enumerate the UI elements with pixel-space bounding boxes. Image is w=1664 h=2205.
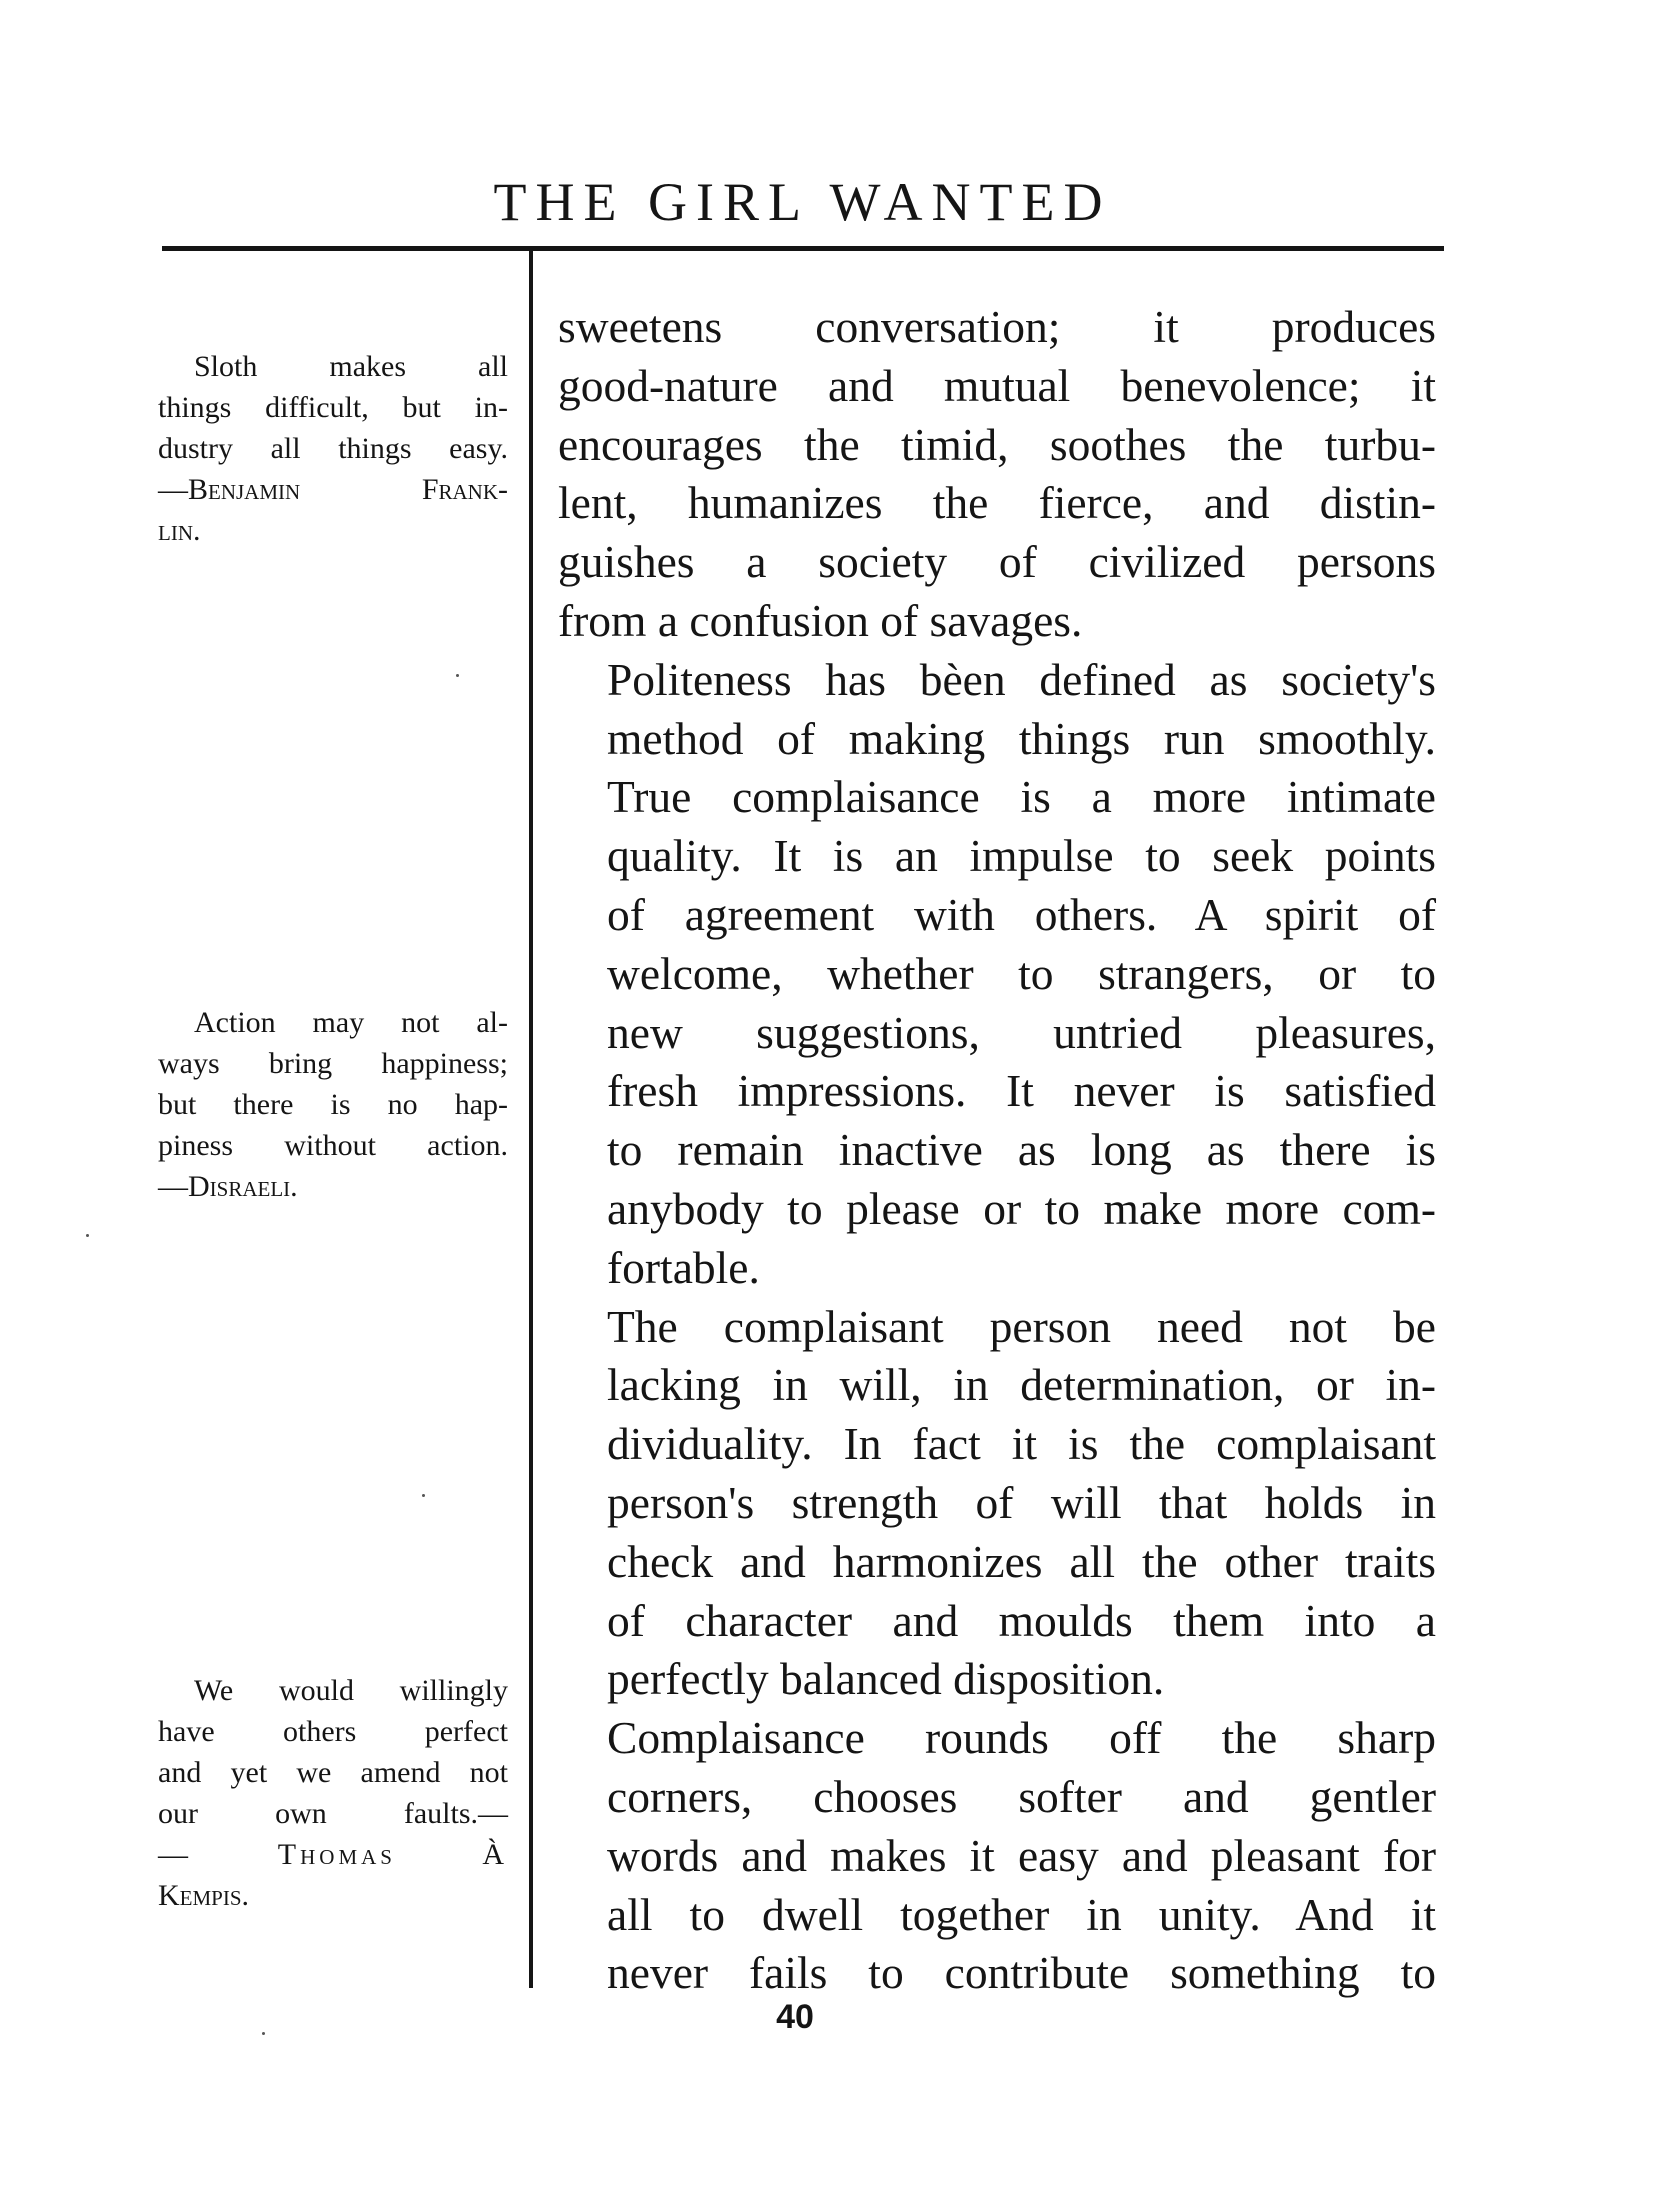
text-line: of agreement with others. A spirit of xyxy=(607,888,1436,940)
sidenote-line: and yet we amend not xyxy=(158,1756,508,1789)
text-line: all to dwell together in unity. And it xyxy=(607,1888,1436,1940)
text-line: True complaisance is a more intimate xyxy=(607,771,1436,823)
text-line: The complaisant person need not be xyxy=(607,1300,1436,1352)
text-line: to remain inactive as long as there is xyxy=(607,1124,1436,1176)
sidenote-line: but there is no hap- xyxy=(158,1088,508,1121)
text-line: never fails to contribute something to xyxy=(607,1947,1436,1999)
scan-speck xyxy=(422,1494,425,1497)
text-line: sweetens conversation; it produces xyxy=(558,301,1436,352)
text-line: encourages the timid, soothes the turbu- xyxy=(558,418,1436,470)
sidenote-line: things difficult, but in- xyxy=(158,391,508,424)
paragraph-continued xyxy=(558,298,1436,651)
sidenote-attribution: lin. xyxy=(158,514,201,547)
sidenote-line: dustry all things easy. xyxy=(158,432,508,465)
running-head: THE GIRL WANTED xyxy=(493,172,1112,232)
scan-speck xyxy=(262,2032,265,2035)
text-line: Complaisance rounds off the sharp xyxy=(607,1712,1436,1764)
sidenote-line: Sloth makes all xyxy=(194,350,508,383)
text-line: method of making things run smoothly. xyxy=(607,712,1436,764)
sidenote-attribution: — Thomas À xyxy=(158,1838,508,1871)
text-line: of character and moulds them into a xyxy=(607,1594,1436,1646)
text-line: dividuality. In fact it is the complaisant xyxy=(607,1418,1436,1470)
scan-speck xyxy=(456,674,459,677)
column-rule xyxy=(529,250,533,1988)
paragraph-complaisance xyxy=(558,1709,1436,2003)
text-line: good-nature and mutual benevolence; it xyxy=(558,359,1436,411)
sidenote-kempis xyxy=(158,1670,508,1916)
text-line: fortable. xyxy=(607,1241,760,1293)
text-line: welcome, whether to strangers, or to xyxy=(607,947,1436,999)
text-line: guishes a society of civilized persons xyxy=(558,536,1436,588)
header-rule xyxy=(162,246,1444,251)
sidenote-line: Action may not al- xyxy=(194,1006,508,1039)
text-line: lacking in will, in determination, or in- xyxy=(607,1359,1436,1411)
sidenote-line: ways bring happiness; xyxy=(158,1047,508,1080)
text-line: from a confusion of savages. xyxy=(558,594,1083,646)
text-line: words and makes it easy and pleasant for xyxy=(607,1829,1436,1881)
sidenote-attribution: Kempis. xyxy=(158,1879,250,1912)
paragraph-politeness xyxy=(558,651,1436,1298)
text-line: quality. It is an impulse to seek points xyxy=(607,830,1436,882)
scan-speck xyxy=(86,1234,89,1237)
sidenote-line: have others perfect xyxy=(158,1715,508,1748)
main-text xyxy=(558,298,1436,2003)
sidenote-attribution: —Disraeli. xyxy=(158,1170,298,1203)
sidenote-franklin xyxy=(158,346,508,551)
sidenote-disraeli xyxy=(158,1002,508,1207)
text-line: Politeness has bèen defined as society's xyxy=(607,653,1436,705)
paragraph-complaisant-person xyxy=(558,1298,1436,1710)
text-line: corners, chooses softer and gentler xyxy=(607,1770,1436,1822)
text-line: perfectly balanced disposition. xyxy=(607,1653,1165,1705)
sidenote-line: We would willingly xyxy=(194,1674,508,1707)
text-line: anybody to please or to make more com- xyxy=(607,1182,1436,1234)
text-line: person's strength of will that holds in xyxy=(607,1476,1436,1528)
page-number: 40 xyxy=(776,1998,814,2036)
sidenote-line: our own faults.— xyxy=(158,1797,508,1830)
text-line: fresh impressions. It never is satisfied xyxy=(607,1065,1436,1117)
text-line: new suggestions, untried pleasures, xyxy=(607,1006,1436,1058)
sidenote-attribution: —Benjamin Frank- xyxy=(158,473,508,506)
text-line: check and harmonizes all the other traits xyxy=(607,1535,1436,1587)
text-line: lent, humanizes the fierce, and distin- xyxy=(558,477,1436,529)
sidenote-line: piness without action. xyxy=(158,1129,508,1162)
